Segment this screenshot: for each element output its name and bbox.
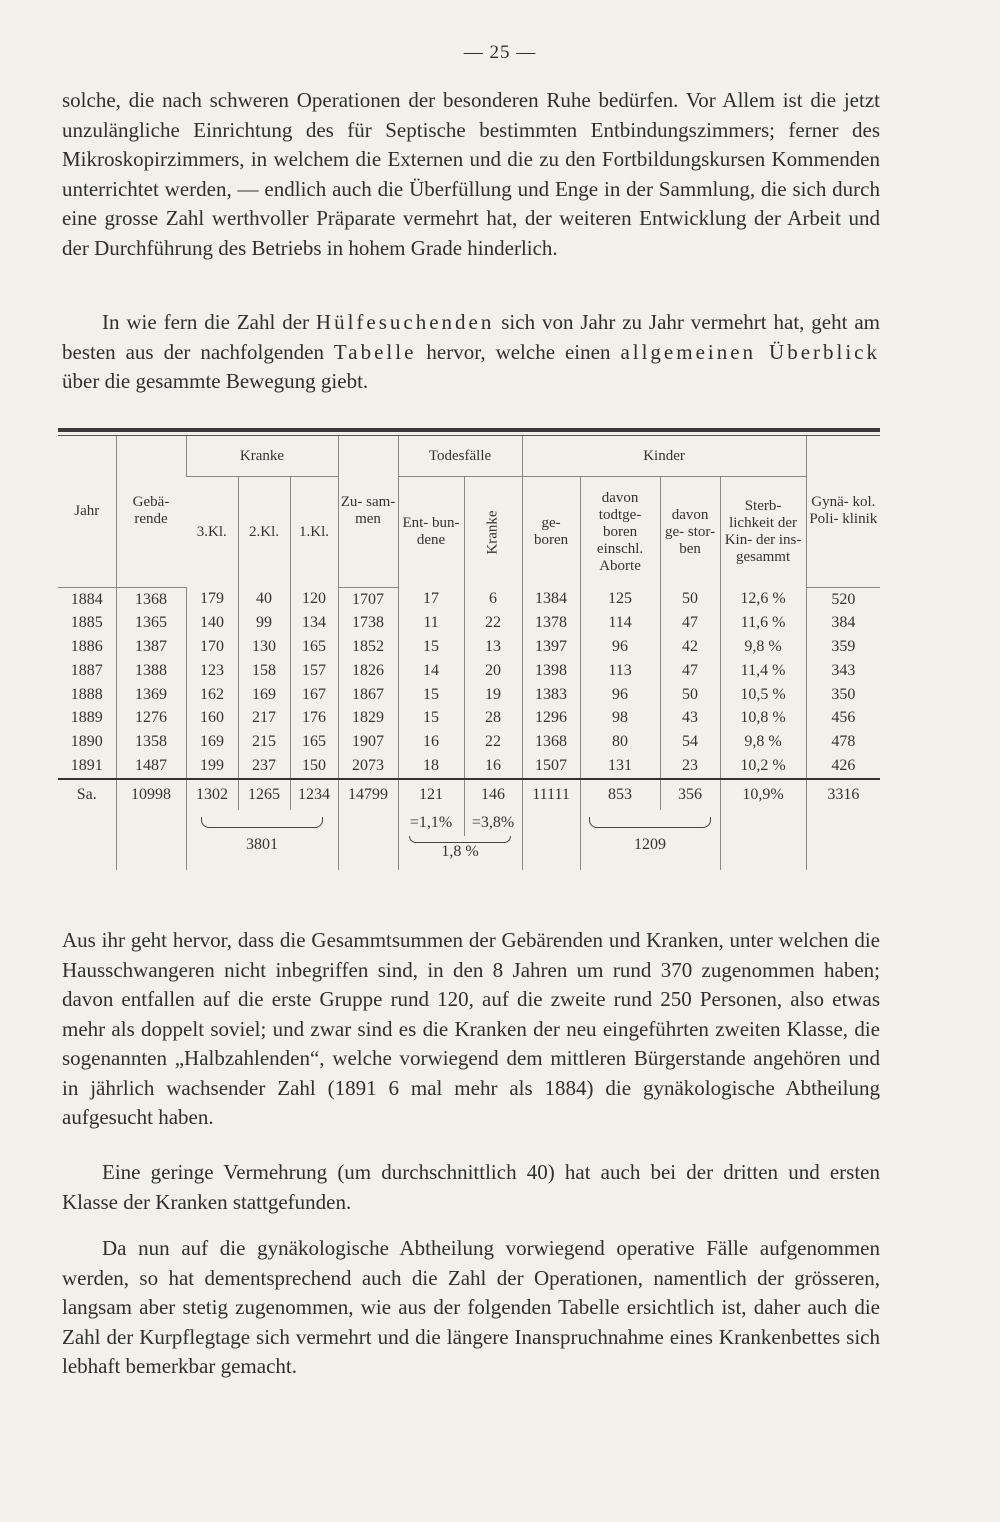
table-cell: 23 [660,754,720,779]
statistics-table [58,436,880,870]
sum-cell: 10998 [116,779,186,810]
table-cell: 140 [186,611,238,635]
paragraph-2-text-d: über die gesammte Bewegung giebt. [62,369,369,393]
table-row [58,683,880,707]
table-cell: 9,8 % [720,730,806,754]
sum-cell: 14799 [338,779,398,810]
table-cell: 22 [464,730,522,754]
paragraph-2 [62,308,880,397]
sum-cell: 356 [660,779,720,810]
sum-cell: 11111 [522,779,580,810]
table-row [58,706,880,730]
sum-cell: 10,9% [720,779,806,810]
paragraph-2-emph-c: allgemeinen Überblick [620,339,880,364]
table-cell: 1487 [116,754,186,779]
table-cell: 123 [186,659,238,683]
header-poliklinik: Gynä- kol. Poli- klinik [806,436,880,587]
table-cell: 99 [238,611,290,635]
table-cell: 11 [398,611,464,635]
table-cell: 170 [186,635,238,659]
table-cell: 1369 [116,683,186,707]
kinder-brace-cell [580,810,720,836]
table-cell: 359 [806,635,880,659]
table-cell: 20 [464,659,522,683]
table-cell: 10,8 % [720,706,806,730]
sum-cell: Sa. [58,779,116,810]
table-cell: 1829 [338,706,398,730]
table-cell: 1384 [522,587,580,611]
table-cell: 96 [580,635,660,659]
paragraph-2-emph-a: Hülfesuchenden [315,310,495,334]
kinder-brace [589,817,711,828]
table-cell: 1886 [70,638,103,656]
table-cell: 15 [398,635,464,659]
table-cell: 15 [398,706,464,730]
table-cell: 165 [290,635,338,659]
tod-pct: 1,8 % [441,842,479,860]
table-cell: 125 [580,587,660,611]
paragraph-4: Eine geringe Vermehrung (um durchschnittlich 40) hat auch bei der dritten und ersten Klasse der Kranken stattgefunden. [62,1160,880,1214]
table-cell: 426 [806,754,880,779]
table-cell: 28 [464,706,522,730]
table-cell: 134 [290,611,338,635]
sum-cell: 1265 [238,779,290,810]
table-cell: 199 [186,754,238,779]
paragraph-2-emph-b: Tabelle [333,339,417,364]
note-row [58,810,880,836]
header-todesfaelle: Todesfälle [398,436,522,477]
table-cell: 11,4 % [720,659,806,683]
header-kranke-deaths [464,477,522,588]
table-cell: 13 [464,635,522,659]
table-cell: 1887 [70,661,103,679]
table-cell: 131 [580,754,660,779]
table-cell: 215 [238,730,290,754]
table-cell: 1368 [522,730,580,754]
table-cell: 179 [186,587,238,611]
statistics-table-wrapper [58,428,880,870]
table-cell: 15 [398,683,464,707]
kranke-brace [201,817,323,828]
table-cell: 1276 [116,706,186,730]
table-cell: 22 [464,611,522,635]
table-cell: 169 [238,683,290,707]
table-cell: 1888 [70,685,103,703]
table-cell: 42 [660,635,720,659]
table-cell: 96 [580,683,660,707]
table-cell: 1368 [116,587,186,611]
table-cell: 10,2 % [720,754,806,779]
header-kinder: Kinder [522,436,806,477]
header-kranke: Kranke [186,436,338,477]
table-cell: 50 [660,683,720,707]
header-gestorben: davon ge- stor- ben [660,477,720,588]
table-cell: 98 [580,706,660,730]
header-kl2: 2.Kl. [238,477,290,588]
table-cell: 6 [464,587,522,611]
table-cell: 11,6 % [720,611,806,635]
table-cell: 1738 [338,611,398,635]
table-row [58,754,880,779]
table-cell: 384 [806,611,880,635]
table-cell: 12,6 % [720,587,806,611]
header-jahr: Jahr [58,436,116,587]
table-cell: 1852 [338,635,398,659]
table-cell: 9,8 % [720,635,806,659]
table-cell: 237 [238,754,290,779]
table-cell: 47 [660,659,720,683]
table-row [58,659,880,683]
table-cell: 114 [580,611,660,635]
table-cell: 158 [238,659,290,683]
table-cell: 165 [290,730,338,754]
header-todtgeboren: davon todtge- boren einschl. Aborte [580,477,660,588]
sum-cell: 853 [580,779,660,810]
table-cell: 14 [398,659,464,683]
table-cell: 18 [398,754,464,779]
table-cell: 113 [580,659,660,683]
table-cell: 40 [238,587,290,611]
kranke-total: 3801 [186,836,338,870]
table-cell: 456 [806,706,880,730]
sum-cell: 3316 [806,779,880,810]
kranke-brace-cell [186,810,338,836]
table-cell: 130 [238,635,290,659]
table-cell: 350 [806,683,880,707]
kranke-pct: =3,8% [464,810,522,836]
sum-cell: 121 [398,779,464,810]
table-cell: 1398 [522,659,580,683]
header-gebaerende: Gebä- rende [116,436,186,587]
table-cell: 50 [660,587,720,611]
table-cell: 1867 [338,683,398,707]
paragraph-1: solche, die nach schweren Operationen der besonderen Ruhe bedürfen. Vor Allem ist die jetzt unzulängliche Einrichtung des für Septische bestimmten Entbindungszimmers; ferner des Mikroskopirzimmers, in welchem die Externen und die zu den Fortbildungskursen Kommenden unterrichtet werden, — endlich auch die Überfüllung und Enge in der Sammlung, die sich durch eine grosse Zahl werthvoller Präparate vermehrt hat, der weiteren Entwicklung der Arbeit und der Durchführung des Betriebs in hohem Grade hinderlich. [62,88,880,260]
table-cell: 1397 [522,635,580,659]
table-cell: 16 [464,754,522,779]
table-cell: 157 [290,659,338,683]
table-cell: 176 [290,706,338,730]
table-cell: 1885 [70,614,103,632]
table-cell: 1378 [522,611,580,635]
table-cell: 17 [398,587,464,611]
sum-cell: 1234 [290,779,338,810]
table-cell: 169 [186,730,238,754]
table-cell: 10,5 % [720,683,806,707]
table-cell: 43 [660,706,720,730]
table-cell: 47 [660,611,720,635]
table-cell: 54 [660,730,720,754]
header-kranke-rotated: Kranke [484,509,501,555]
table-cell: 1296 [522,706,580,730]
table-row [58,635,880,659]
table-cell: 2073 [338,754,398,779]
table-cell: 160 [186,706,238,730]
paragraph-3: Aus ihr geht hervor, dass die Gesammtsummen der Gebärenden und Kranken, unter welchen die Hausschwangeren nicht inbegriffen sind, in den 8 Jahren um rund 370 zugenommen haben; davon entfallen auf die erste Gruppe rund 120, auf die zweite rund 250 Personen, also etwas mehr als doppelt soviel; und zwar sind es die Kranken der neu eingeführten zweiten Klasse, die sogenannten „Halbzahlenden“, welche vorwiegend dem mittleren Bürgerstande angehören und in jährlich wachsender Zahl (1891 6 mal mehr als 1884) die gynäkologische Abtheilung aufgesucht haben. [62,928,880,1129]
header-kl3: 3.Kl. [196,523,227,540]
table-cell: 478 [806,730,880,754]
table-cell: 150 [290,754,338,779]
header-sterblichkeit: Sterb- lichkeit der Kin- der ins- gesammt [720,477,806,588]
paragraph-2-text-c: hervor, welche einen [416,339,621,364]
table-cell: 1387 [116,635,186,659]
table-cell: 1507 [522,754,580,779]
sum-cell: 1302 [186,779,238,810]
paragraph-2-text-a: In wie fern die Zahl der [102,310,316,334]
tod-brace-cell [398,836,522,870]
paragraph-5: Da nun auf die gynäkologische Abtheilung vorwiegend operative Fälle aufgenommen werden, so hat dementsprechend auch die Zahl der Operationen, namentlich der grösseren, langsam aber stetig zugenommen, wie aus der folgenden Tabelle ersichtlich ist, daher auch die Zahl der Kurpflegtage sich vermehrt und die längere Inanspruchnahme eines Krankenbettes sich lebhaft bemerkbar gemacht. [62,1236,880,1378]
table-cell: 1365 [116,611,186,635]
table-cell: 217 [238,706,290,730]
note2-row [58,836,880,870]
kinder-total: 1209 [580,836,720,870]
sum-row [58,779,880,810]
header-geboren: ge- boren [522,477,580,588]
table-row [58,730,880,754]
table-cell: 520 [806,587,880,611]
table-cell: 1884 [70,590,103,608]
table-cell: 162 [186,683,238,707]
page-number: — 25 — [463,42,537,63]
table-row [58,587,880,611]
table-cell: 1383 [522,683,580,707]
sum-cell: 146 [464,779,522,810]
tod-brace [409,836,511,843]
table-cell: 167 [290,683,338,707]
header-zusammen: Zu- sam- men [338,436,398,587]
table-cell: 1907 [338,730,398,754]
table-cell: 1890 [70,733,103,751]
table-cell: 80 [580,730,660,754]
table-row [58,611,880,635]
table-cell: 1891 [70,757,103,775]
table-cell: 19 [464,683,522,707]
table-cell: 1826 [338,659,398,683]
header-entbundene: Ent- bun- dene [398,477,464,588]
table-cell: 1388 [116,659,186,683]
table-cell: 1707 [338,587,398,611]
table-cell: 16 [398,730,464,754]
entb-pct: =1,1% [398,810,464,836]
paragraph-2-text-b: sich von Jahr zu Jahr vermehrt hat, geht am besten aus der nachfolgenden [62,310,880,364]
table-cell: 1889 [70,709,103,727]
table-cell: 1358 [116,730,186,754]
header-kl1: 1.Kl. [290,477,338,588]
table-cell: 120 [290,587,338,611]
table-cell: 343 [806,659,880,683]
